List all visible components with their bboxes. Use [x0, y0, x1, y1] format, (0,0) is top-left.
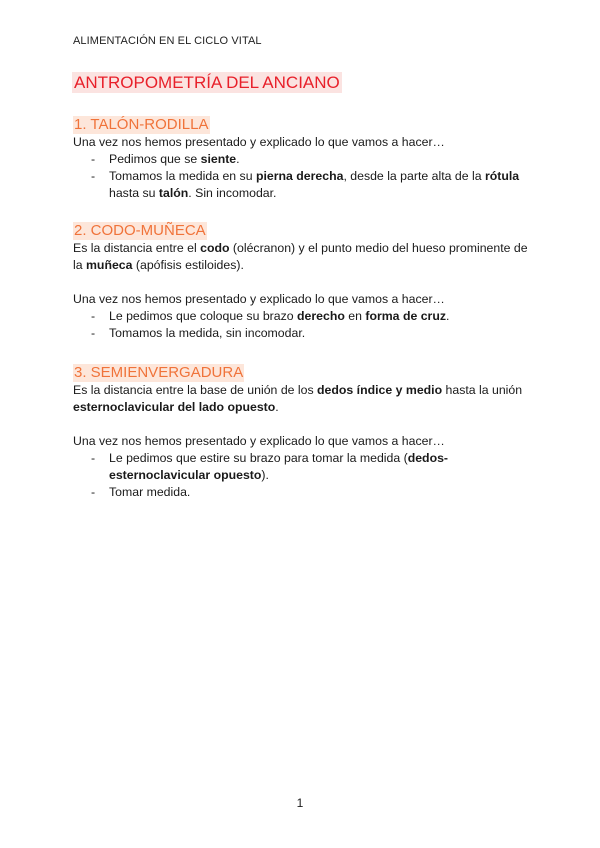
- definition-paragraph: Es la distancia entre el codo (olécranon) y el punto medio del hueso prominente de la muñeca (apófisis estiloides).: [73, 241, 528, 272]
- running-header: ALIMENTACIÓN EN EL CICLO VITAL: [73, 35, 262, 47]
- section-heading: 1. TALÓN-RODILLA: [74, 116, 209, 133]
- section-heading: 2. CODO-MUÑECA: [74, 222, 206, 239]
- intro-paragraph: Una vez nos hemos presentado y explicado lo que vamos a hacer…: [73, 434, 445, 448]
- section-semienvergadura: [73, 364, 533, 501]
- list-item: - Le pedimos que estire su brazo para tomar la medida (dedos-esternoclavicular opuesto).: [91, 451, 449, 482]
- list-item: - Tomamos la medida, sin incomodar.: [91, 326, 306, 340]
- intro-paragraph: Una vez nos hemos presentado y explicado lo que vamos a hacer…: [73, 292, 445, 306]
- page-number: 1: [296, 796, 304, 810]
- section-codo-muneca: [73, 222, 533, 342]
- section-heading: 3. SEMIENVERGADURA: [74, 364, 244, 381]
- list-item: - Tomamos la medida en su pierna derecha, desde la parte alta de la rótula hasta su talón. Sin incomodar.: [91, 169, 520, 200]
- step-list: [73, 151, 533, 202]
- step-list: [73, 308, 533, 342]
- list-item: - Le pedimos que coloque su brazo derecho en forma de cruz.: [91, 309, 450, 323]
- definition-paragraph: Es la distancia entre la base de unión de los dedos índice y medio hasta la unión esternoclavicular del lado opuesto.: [73, 383, 523, 414]
- list-item: - Pedimos que se siente.: [91, 152, 240, 166]
- page-title: ANTROPOMETRÍA DEL ANCIANO: [74, 73, 340, 92]
- intro-paragraph: Una vez nos hemos presentado y explicado lo que vamos a hacer…: [73, 135, 445, 149]
- section-talon-rodilla: [73, 116, 533, 202]
- step-list: [73, 450, 533, 501]
- list-item: - Tomar medida.: [91, 485, 191, 499]
